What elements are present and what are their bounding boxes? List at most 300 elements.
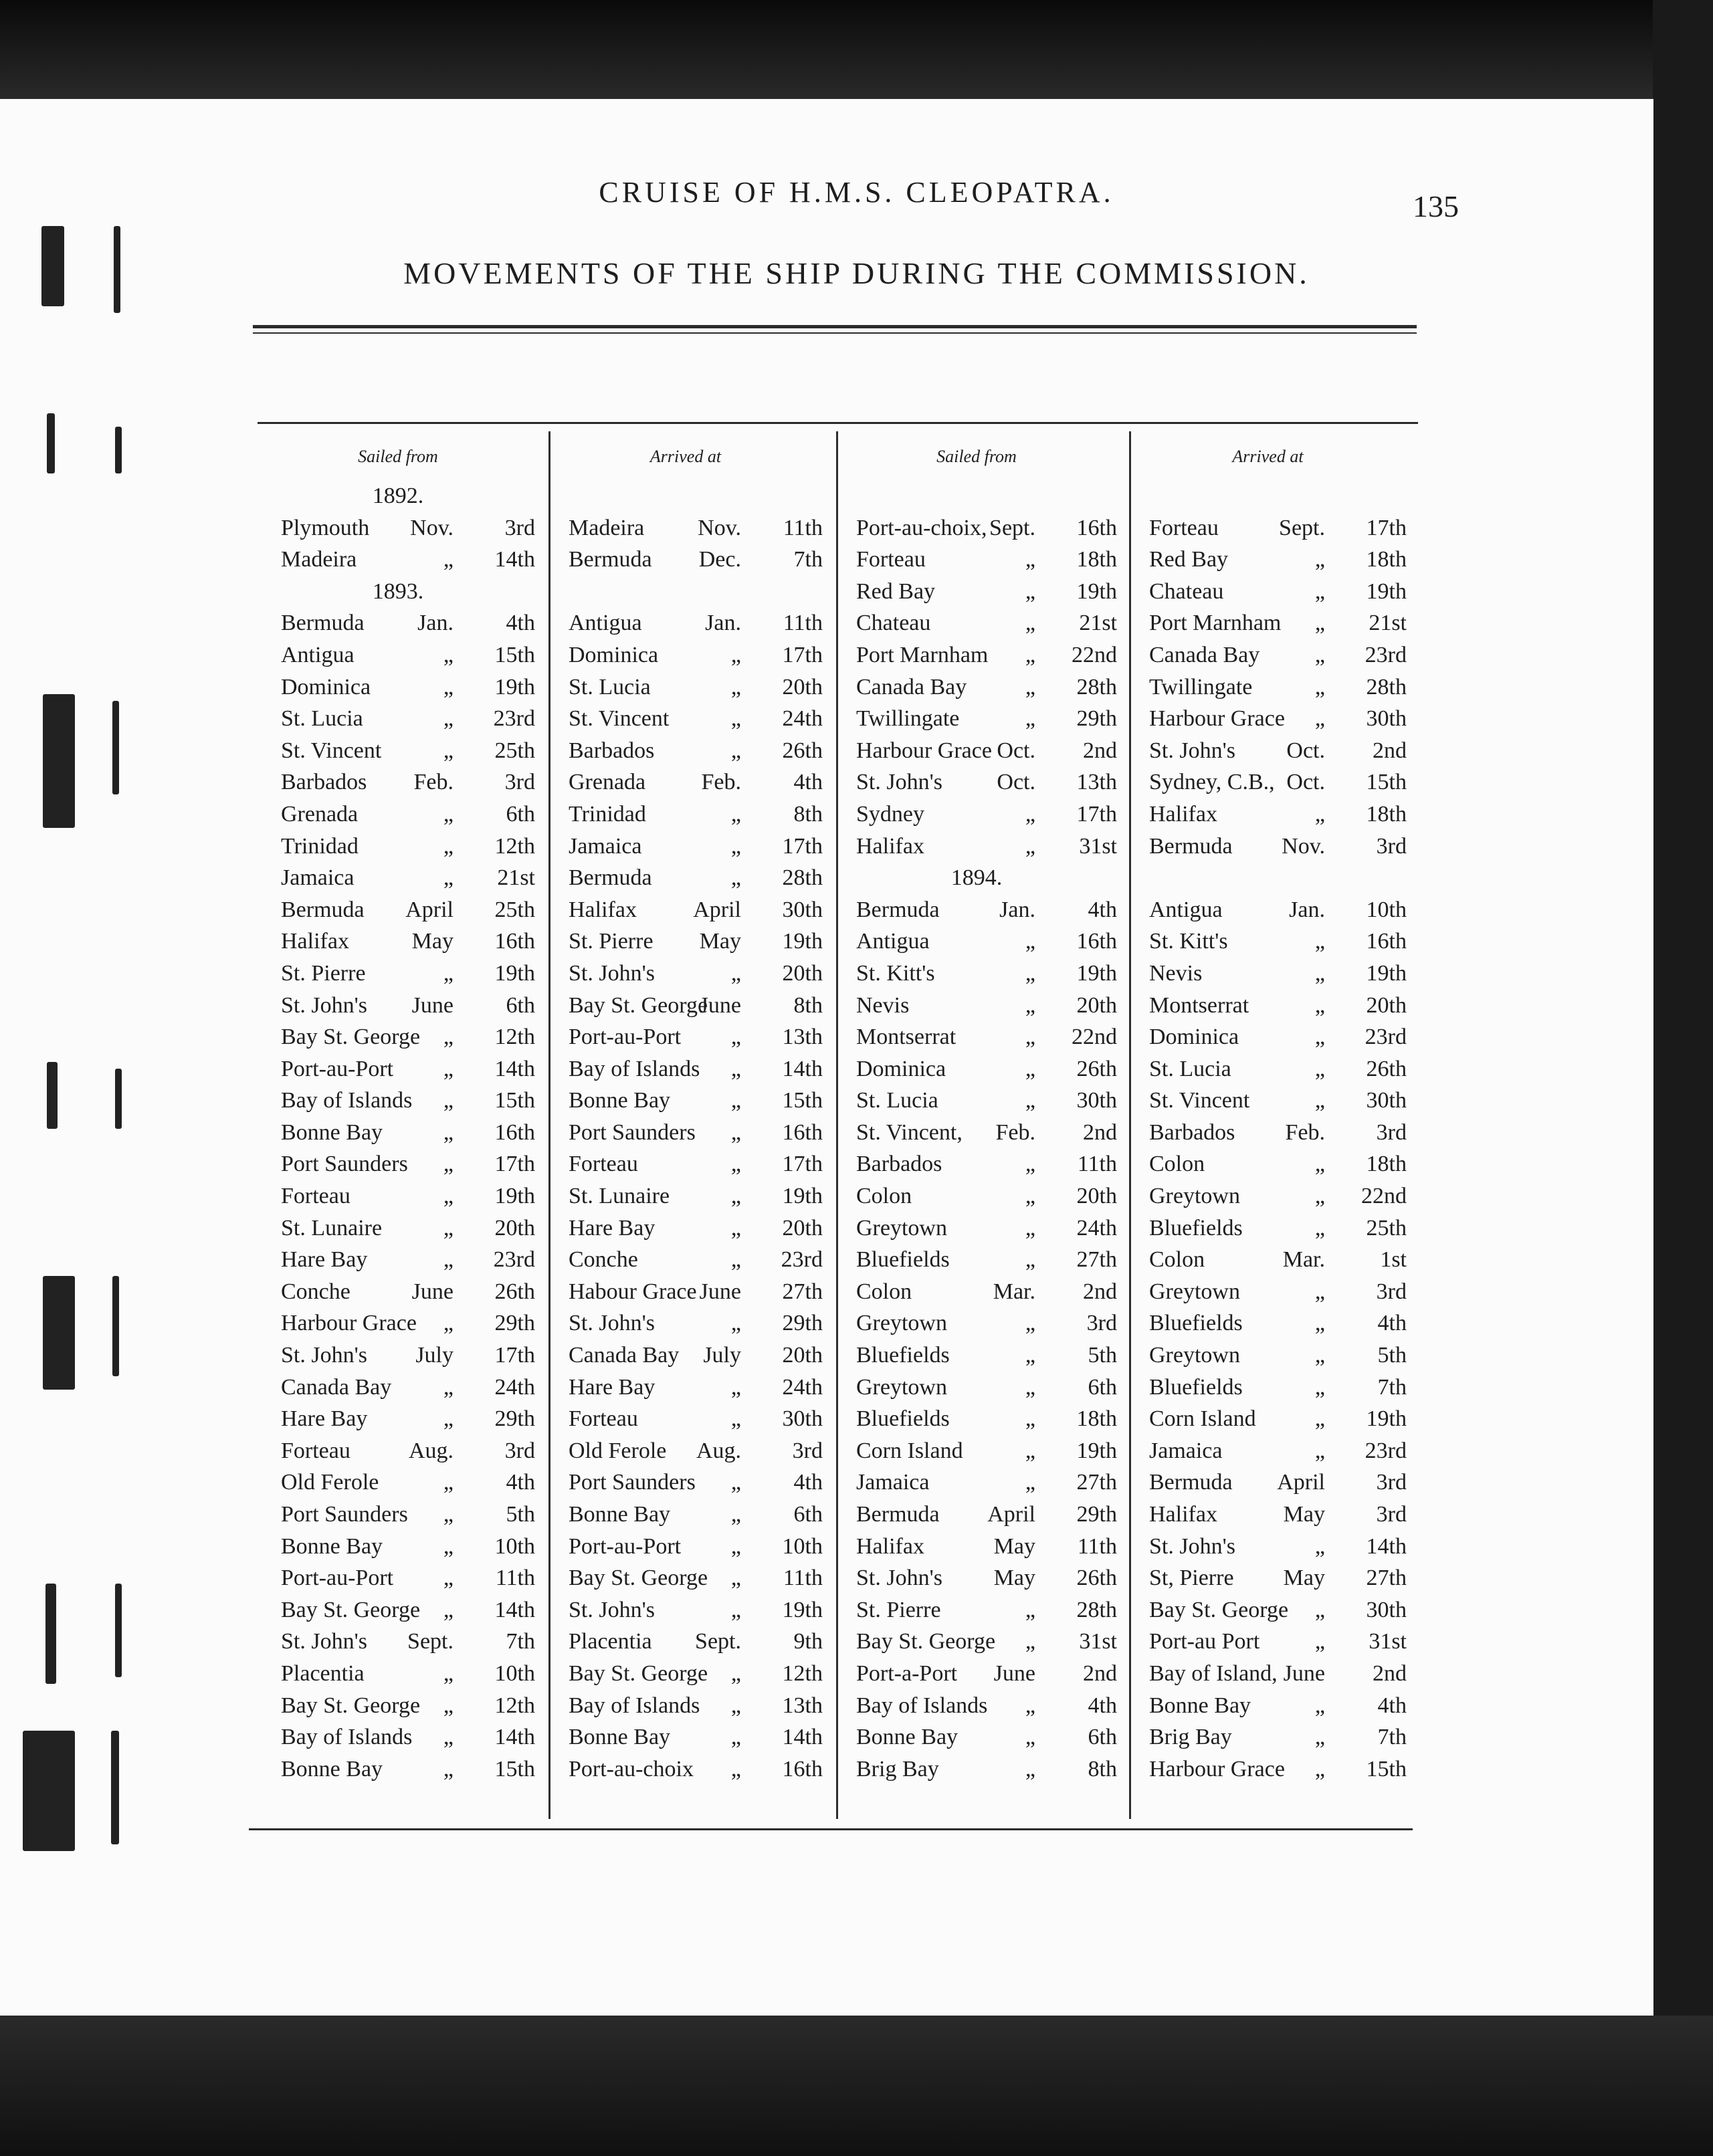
movement-row <box>261 671 535 704</box>
month: May <box>1283 1502 1325 1527</box>
place-name: Greytown <box>1149 1343 1240 1368</box>
day: 29th <box>782 1311 823 1336</box>
movement-row <box>836 607 1117 639</box>
table-bottom-rule <box>249 1828 1413 1830</box>
month: „ <box>730 1597 741 1622</box>
day: 8th <box>1088 1756 1117 1782</box>
blank-row <box>1129 480 1407 512</box>
place-name: Madeira <box>569 515 645 540</box>
month: „ <box>443 738 454 763</box>
place-name: Bluefields <box>856 1247 950 1273</box>
month: Nov. <box>1282 833 1325 859</box>
day: 6th <box>1088 1374 1117 1400</box>
day: 30th <box>1366 706 1407 732</box>
place-name: Greytown <box>856 1311 947 1336</box>
movement-row <box>836 1244 1117 1276</box>
place-name: St. Vincent <box>281 738 382 763</box>
place-name: St. John's <box>281 1343 367 1368</box>
place-name: Bluefields <box>1149 1311 1243 1336</box>
movement-row <box>836 576 1117 608</box>
place-name: Bermuda <box>1149 1470 1233 1495</box>
place-name: Bay St. George <box>281 1597 421 1622</box>
month: „ <box>1025 960 1035 986</box>
month: „ <box>1025 1693 1035 1718</box>
month: „ <box>1314 578 1325 604</box>
place-name: Dominica <box>856 1056 946 1081</box>
place-name: Port-au-Port <box>281 1566 394 1591</box>
month: Oct. <box>997 738 1035 763</box>
movement-row <box>836 958 1117 990</box>
month: „ <box>1314 1184 1325 1209</box>
day: 14th <box>494 1056 535 1081</box>
month: „ <box>443 1088 454 1113</box>
month: „ <box>1025 1247 1035 1273</box>
place-name: Bonne Bay <box>1149 1693 1251 1718</box>
movement-row <box>836 703 1117 735</box>
day: 19th <box>782 1184 823 1209</box>
month: May <box>699 929 741 954</box>
place-name: Harbour Grace <box>281 1311 417 1336</box>
day: 15th <box>494 1088 535 1113</box>
day: 4th <box>506 1470 535 1495</box>
movement-row <box>548 1403 823 1435</box>
movement-row <box>548 1594 823 1626</box>
day: 3rd <box>1376 1119 1407 1145</box>
movement-row <box>836 639 1117 671</box>
place-name: Conche <box>281 1279 350 1304</box>
month: June <box>1283 1660 1325 1686</box>
day: 11th <box>1077 1533 1117 1559</box>
movement-row <box>836 1403 1117 1435</box>
month: May <box>993 1566 1035 1591</box>
day: 31st <box>1079 1629 1117 1654</box>
day: 4th <box>1377 1693 1407 1718</box>
place-name: Canada Bay <box>1149 642 1260 667</box>
day: 19th <box>782 1597 823 1622</box>
movement-row <box>261 1721 535 1753</box>
movement-row <box>1129 1021 1407 1053</box>
month: July <box>415 1343 454 1368</box>
place-name: Hare Bay <box>281 1247 368 1273</box>
day: 28th <box>1366 674 1407 699</box>
place-name: Bay St. George <box>569 1566 708 1591</box>
place-name: Jamaica <box>856 1470 930 1495</box>
month: May <box>993 1533 1035 1559</box>
day: 7th <box>793 547 823 572</box>
movement-row <box>548 894 823 926</box>
day: 29th <box>1076 1502 1117 1527</box>
month: Oct. <box>1286 770 1325 795</box>
day: 23rd <box>493 706 535 732</box>
month: „ <box>1314 1025 1325 1050</box>
movement-row <box>548 958 823 990</box>
movement-row <box>836 512 1117 544</box>
month: „ <box>1025 1470 1035 1495</box>
movement-row <box>548 1276 823 1308</box>
movement-row <box>548 1721 823 1753</box>
movement-row <box>836 1690 1117 1722</box>
blank-row <box>836 480 1117 512</box>
movement-row <box>261 831 535 863</box>
place-name: St. Lunaire <box>569 1184 670 1209</box>
place-name: Port-au-choix <box>569 1756 694 1782</box>
place-name: St, Pierre <box>1149 1566 1234 1591</box>
movement-row <box>836 1626 1117 1658</box>
movement-row <box>1129 1467 1407 1499</box>
place-name: St. Vincent, <box>856 1119 963 1145</box>
year-label: 1893. <box>372 578 424 604</box>
place-name: Jamaica <box>569 833 642 859</box>
month: „ <box>730 1660 741 1686</box>
day: 4th <box>1088 1693 1117 1718</box>
month: „ <box>1025 1374 1035 1400</box>
month: „ <box>1314 611 1325 636</box>
movement-row <box>836 735 1117 767</box>
place-name: Barbados <box>569 738 655 763</box>
month: „ <box>1025 1438 1035 1463</box>
day: 21st <box>1369 611 1407 636</box>
month: Sept. <box>407 1629 454 1654</box>
movement-row <box>548 1435 823 1467</box>
month: „ <box>443 1566 454 1591</box>
month: „ <box>1025 1725 1035 1750</box>
month: „ <box>443 801 454 827</box>
day: 13th <box>782 1025 823 1050</box>
month: April <box>987 1502 1035 1527</box>
day: 3rd <box>1376 1470 1407 1495</box>
month: „ <box>1025 1152 1035 1177</box>
place-name: Trinidad <box>569 801 646 827</box>
day: 22nd <box>1072 1025 1117 1050</box>
place-name: Halifax <box>856 833 924 859</box>
place-name: Plymouth <box>281 515 370 540</box>
place-name: St. John's <box>569 1311 655 1336</box>
column-heading: Sailed from <box>358 447 438 466</box>
day: 7th <box>1377 1725 1407 1750</box>
day: 25th <box>494 897 535 922</box>
month: „ <box>1314 1629 1325 1654</box>
movement-row <box>261 894 535 926</box>
day: 28th <box>782 865 823 891</box>
movement-row <box>1129 1435 1407 1467</box>
day: 12th <box>494 833 535 859</box>
binding-mark <box>47 1062 58 1129</box>
movement-row <box>1129 1307 1407 1339</box>
day: 14th <box>494 1597 535 1622</box>
day: 2nd <box>1083 1660 1117 1686</box>
place-name: Corn Island <box>1149 1406 1256 1432</box>
movement-row <box>261 1117 535 1149</box>
place-name: Forteau <box>281 1438 350 1463</box>
binding-mark <box>112 1276 119 1376</box>
day: 19th <box>1076 1438 1117 1463</box>
scan-background-right <box>1653 0 1713 2156</box>
place-name: Red Bay <box>1149 547 1229 572</box>
day: 20th <box>782 960 823 986</box>
day: 14th <box>782 1725 823 1750</box>
movement-row <box>261 703 535 735</box>
place-name: Sydney <box>856 801 924 827</box>
month: „ <box>1314 1088 1325 1113</box>
month: „ <box>1025 706 1035 732</box>
place-name: Forteau <box>569 1152 638 1177</box>
day: 16th <box>494 1119 535 1145</box>
place-name: Hare Bay <box>569 1374 656 1400</box>
day: 2nd <box>1373 738 1407 763</box>
movement-row <box>1129 735 1407 767</box>
movement-row <box>548 1531 823 1563</box>
month: „ <box>1025 642 1035 667</box>
blank-row <box>548 480 823 512</box>
month: Jan. <box>1289 897 1325 922</box>
movement-row <box>261 862 535 894</box>
month: „ <box>443 1756 454 1782</box>
month: „ <box>730 642 741 667</box>
movement-row <box>836 1372 1117 1404</box>
day: 10th <box>494 1533 535 1559</box>
place-name: St. Pierre <box>569 929 653 954</box>
movement-row <box>1129 1531 1407 1563</box>
day: 6th <box>506 801 535 827</box>
month: „ <box>1025 1215 1035 1241</box>
place-name: Port Marnham <box>1149 611 1282 636</box>
movement-row <box>261 1753 535 1786</box>
movement-row <box>548 1339 823 1372</box>
place-name: Port-a-Port <box>856 1660 958 1686</box>
month: „ <box>1314 1311 1325 1336</box>
movement-row <box>836 798 1117 831</box>
year-heading <box>261 480 535 512</box>
place-name: Placentia <box>281 1660 365 1686</box>
scan-background-top <box>0 0 1713 100</box>
movement-row <box>1129 639 1407 671</box>
movement-row <box>548 512 823 544</box>
place-name: Port Saunders <box>281 1152 408 1177</box>
month: Mar. <box>1282 1247 1325 1273</box>
month: „ <box>730 833 741 859</box>
place-name: Port-au Port <box>1149 1629 1260 1654</box>
month: „ <box>1314 801 1325 827</box>
movement-row <box>548 1562 823 1594</box>
movement-row <box>1129 926 1407 958</box>
place-name: Bonne Bay <box>569 1725 671 1750</box>
movement-row <box>548 990 823 1022</box>
place-name: St. Lucia <box>569 674 651 699</box>
place-name: Bluefields <box>1149 1215 1243 1241</box>
place-name: Bay of Islands <box>569 1693 700 1718</box>
day: 3rd <box>1376 833 1407 859</box>
place-name: St. Lucia <box>856 1088 938 1113</box>
movement-row <box>836 1467 1117 1499</box>
day: 17th <box>782 1152 823 1177</box>
movement-row <box>1129 1117 1407 1149</box>
movement-row <box>261 1053 535 1085</box>
binding-mark <box>45 1584 56 1684</box>
place-name: Bonne Bay <box>856 1725 959 1750</box>
day: 15th <box>1366 770 1407 795</box>
day: 30th <box>782 1406 823 1432</box>
month: „ <box>730 1406 741 1432</box>
movement-row <box>836 1276 1117 1308</box>
movement-row <box>261 1212 535 1245</box>
day: 5th <box>506 1502 535 1527</box>
place-name: Montserrat <box>1149 992 1249 1018</box>
day: 8th <box>793 801 823 827</box>
day: 6th <box>506 992 535 1018</box>
place-name: Red Bay <box>856 578 936 604</box>
place-name: Hare Bay <box>281 1406 368 1432</box>
place-name: Port-au-choix, <box>856 515 987 540</box>
movement-row <box>1129 607 1407 639</box>
month: „ <box>443 1725 454 1750</box>
month: April <box>405 897 454 922</box>
day: 20th <box>1366 992 1407 1018</box>
movement-row <box>1129 1339 1407 1372</box>
place-name: St. John's <box>856 1566 942 1591</box>
blank-row <box>1129 862 1407 894</box>
place-name: Placentia <box>569 1629 652 1654</box>
movement-row <box>261 766 535 798</box>
month: „ <box>443 1693 454 1718</box>
month: „ <box>730 1725 741 1750</box>
day: 16th <box>494 929 535 954</box>
day: 19th <box>494 674 535 699</box>
movement-row <box>261 1276 535 1308</box>
place-name: Habour Grace <box>569 1279 697 1304</box>
day: 21st <box>497 865 535 891</box>
month: „ <box>730 1119 741 1145</box>
day: 6th <box>1088 1725 1117 1750</box>
day: 25th <box>1366 1215 1407 1241</box>
place-name: Chateau <box>1149 578 1224 604</box>
month: „ <box>1025 1311 1035 1336</box>
place-name: St. Kitt's <box>856 960 935 986</box>
place-name: Chateau <box>856 611 931 636</box>
movement-row <box>836 1435 1117 1467</box>
month: „ <box>1025 992 1035 1018</box>
place-name: Canada Bay <box>281 1374 392 1400</box>
movement-row <box>1129 1403 1407 1435</box>
binding-mark <box>47 413 55 473</box>
place-name: St. Lucia <box>1149 1056 1231 1081</box>
movement-row <box>261 1180 535 1212</box>
month: „ <box>730 1566 741 1591</box>
month: „ <box>730 1693 741 1718</box>
month: Aug. <box>408 1438 454 1463</box>
movement-row <box>836 894 1117 926</box>
day: 26th <box>1366 1056 1407 1081</box>
day: 3rd <box>504 770 535 795</box>
day: 30th <box>1366 1088 1407 1113</box>
place-name: St. John's <box>281 992 367 1018</box>
month: „ <box>1314 1279 1325 1304</box>
place-name: Bermuda <box>281 611 365 636</box>
day: 26th <box>494 1279 535 1304</box>
place-name: Halifax <box>1149 801 1217 827</box>
month: „ <box>1314 1343 1325 1368</box>
month: „ <box>443 865 454 891</box>
movement-row <box>261 1467 535 1499</box>
place-name: Forteau <box>569 1406 638 1432</box>
month: „ <box>1314 1756 1325 1782</box>
movement-row <box>548 926 823 958</box>
column-sailed-1893 <box>261 328 535 1826</box>
place-name: Sydney, C.B., <box>1149 770 1275 795</box>
movement-row <box>1129 512 1407 544</box>
place-name: Bay St. George <box>281 1693 421 1718</box>
day: 24th <box>782 1374 823 1400</box>
month: Oct. <box>1286 738 1325 763</box>
month: „ <box>1314 706 1325 732</box>
movement-row <box>836 1753 1117 1786</box>
month: Feb. <box>995 1119 1035 1145</box>
place-name: St. John's <box>281 1629 367 1654</box>
day: 10th <box>1366 897 1407 922</box>
movement-row <box>261 1594 535 1626</box>
movement-row <box>548 1690 823 1722</box>
day: 14th <box>782 1056 823 1081</box>
place-name: Bonne Bay <box>281 1119 383 1145</box>
month: „ <box>443 1056 454 1081</box>
month: „ <box>1314 1374 1325 1400</box>
column-arrived-1894 <box>1129 328 1407 1826</box>
movement-row <box>836 1212 1117 1245</box>
day: 2nd <box>1083 1279 1117 1304</box>
month: Oct. <box>997 770 1035 795</box>
movement-row <box>1129 1085 1407 1117</box>
month: „ <box>730 1025 741 1050</box>
movement-row <box>1129 1690 1407 1722</box>
place-name: Grenada <box>569 770 646 795</box>
day: 16th <box>782 1119 823 1145</box>
month: Sept. <box>1279 515 1325 540</box>
month: „ <box>1025 1597 1035 1622</box>
month: June <box>699 1279 741 1304</box>
place-name: St. Lunaire <box>281 1215 383 1241</box>
place-name: Greytown <box>1149 1184 1240 1209</box>
place-name: Nevis <box>1149 960 1203 986</box>
movement-row <box>1129 703 1407 735</box>
day: 12th <box>494 1693 535 1718</box>
place-name: Brig Bay <box>1149 1725 1232 1750</box>
place-name: Dominica <box>1149 1025 1239 1050</box>
movement-row <box>261 1021 535 1053</box>
day: 3rd <box>504 1438 535 1463</box>
movement-row <box>261 1372 535 1404</box>
movement-row <box>261 544 535 576</box>
day: 7th <box>506 1629 535 1654</box>
place-name: Canada Bay <box>569 1343 680 1368</box>
place-name: Bay St. George <box>569 992 708 1018</box>
place-name: Colon <box>856 1184 912 1209</box>
day: 17th <box>782 833 823 859</box>
place-name: St. Vincent <box>1149 1088 1250 1113</box>
scan-background-bottom <box>0 2016 1713 2156</box>
day: 18th <box>1366 801 1407 827</box>
day: 19th <box>1076 960 1117 986</box>
month: „ <box>1314 1725 1325 1750</box>
place-name: Greytown <box>856 1374 947 1400</box>
movement-row <box>548 1117 823 1149</box>
year-heading <box>261 576 535 608</box>
place-name: Port Saunders <box>281 1502 408 1527</box>
binding-mark <box>115 427 122 473</box>
movement-row <box>261 1403 535 1435</box>
month: „ <box>443 674 454 699</box>
day: 23rd <box>493 1247 535 1273</box>
movement-row <box>1129 766 1407 798</box>
day: 21st <box>1079 611 1117 636</box>
